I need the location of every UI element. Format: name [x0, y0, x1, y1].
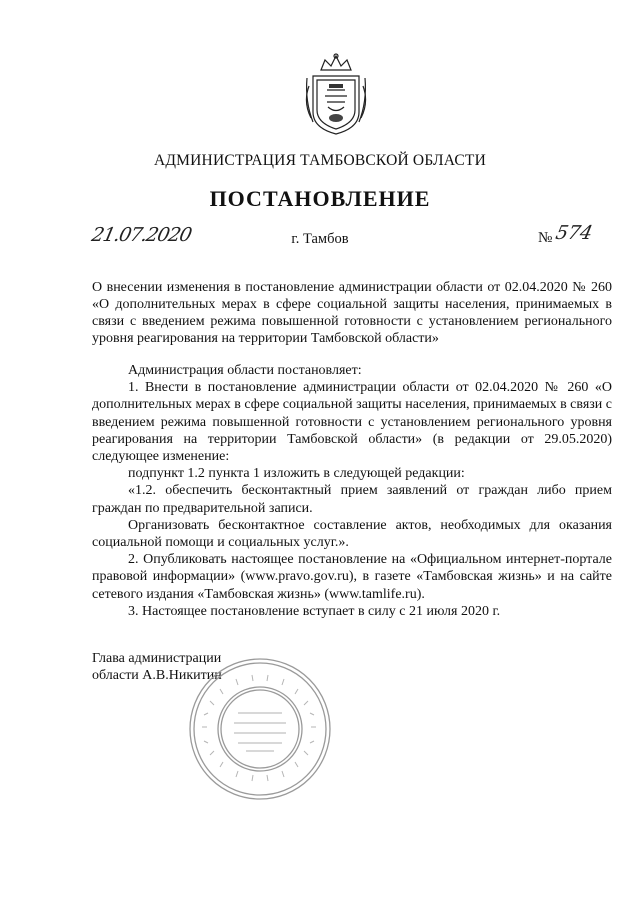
body-paragraph: Организовать бесконтактное составление актов, необходимых для оказания социальной помощи и социальных услуг.».	[92, 517, 612, 551]
document-subject: О внесении изменения в постановление администрации области от 02.04.2020 № 260 «О дополнительных мерах в сфере социальной защиты населения, принимаемых в связи с введением режима повышенной готовности с установлением регионального уровня реагирования на территории Тамбовской области»	[92, 280, 612, 346]
signature-title: Глава администрации	[92, 651, 222, 666]
handwritten-number: 574	[553, 222, 595, 244]
number-label: №	[538, 230, 553, 246]
body-paragraph: Администрация области постановляет:	[128, 363, 362, 378]
body-paragraph: 3. Настоящее постановление вступает в силу с 21 июля 2020 г.	[128, 603, 501, 619]
body-paragraph: 2. Опубликовать настоящее постановление на «Официальном интернет-портале правовой информации» (www.pravo.gov.ru), в газете «Тамбовская жизнь» и на сайте сетевого издания «Тамбовская жизнь» (www.tamlife.ru).	[92, 552, 612, 602]
handwritten-date: 21.07.2020	[89, 224, 194, 246]
document-type-title: ПОСТАНОВЛЕНИЕ	[209, 186, 431, 211]
signature-name: области А.В.Никитин	[92, 668, 222, 683]
organization-name: АДМИНИСТРАЦИЯ ТАМБОВСКОЙ ОБЛАСТИ	[154, 152, 486, 169]
city-label: г. Тамбов	[291, 231, 349, 247]
document-body	[92, 362, 612, 620]
coat-of-arms-emblem	[303, 52, 369, 138]
official-stamp	[186, 655, 334, 803]
body-paragraph: подпункт 1.2 пункта 1 изложить в следующей редакции:	[128, 466, 465, 482]
body-paragraph: 1. Внести в постановление администрации области от 02.04.2020 № 260 «О дополнительных мерах в сфере социальной защиты населения, принимаемых в связи с введением режима повышенной готовности с установлением регионального уровня реагирования на территории Тамбовской области» (в редакции от 29.05.2020) следующее изменение:	[92, 380, 612, 465]
body-paragraph: «1.2. обеспечить бесконтактный прием заявлений от граждан либо прием граждан по предварительной записи.	[92, 483, 612, 516]
